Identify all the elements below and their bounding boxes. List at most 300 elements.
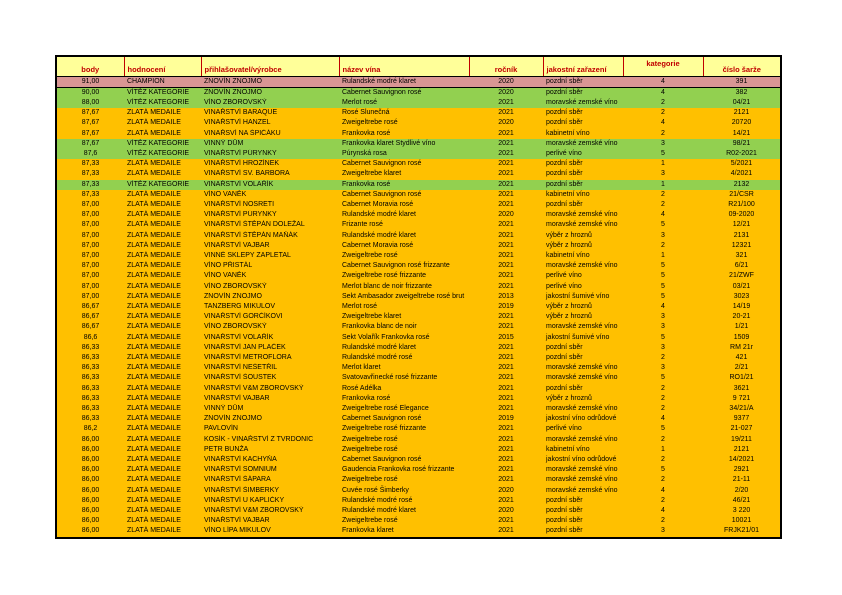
cell-prihlasovatel: VÍNO ZBOROVSKÝ (201, 98, 339, 108)
cell-body: 86,33 (56, 343, 124, 353)
cell-body: 86,2 (56, 424, 124, 434)
cell-prihlasovatel: VINAŘSTVÍ ŠIMBERKY (201, 486, 339, 496)
cell-body: 86,33 (56, 373, 124, 383)
cell-prihlasovatel: ZNOVÍN ZNOJMO (201, 292, 339, 302)
cell-body: 87,00 (56, 241, 124, 251)
cell-kategorie: 2 (623, 435, 703, 445)
cell-hodnoceni: ZLATÁ MEDAILE (124, 302, 201, 312)
table-row (56, 506, 781, 516)
cell-kategorie: 2 (623, 496, 703, 506)
cell-prihlasovatel: VINAŘSTVÍ ŠTĚPÁN DOLEŽAL (201, 220, 339, 230)
cell-body: 87,6 (56, 149, 124, 159)
cell-sarze: 2121 (703, 108, 781, 118)
cell-rocnik: 2021 (469, 200, 543, 210)
cell-kategorie: 3 (623, 363, 703, 373)
cell-rocnik: 2021 (469, 455, 543, 465)
cell-kategorie: 2 (623, 455, 703, 465)
table-row (56, 363, 781, 373)
cell-body: 87,33 (56, 159, 124, 169)
cell-jakost: moravské zemské víno (543, 210, 623, 220)
cell-jakost: pozdní sběr (543, 353, 623, 363)
cell-body: 87,33 (56, 180, 124, 190)
cell-body: 86,00 (56, 455, 124, 465)
cell-sarze: 21/CSR (703, 190, 781, 200)
cell-rocnik: 2020 (469, 87, 543, 98)
cell-sarze: 4/2021 (703, 169, 781, 179)
cell-body: 87,00 (56, 220, 124, 230)
table-row (56, 322, 781, 332)
cell-prihlasovatel: VINAŘSTVÍ VOLAŘÍK (201, 333, 339, 343)
cell-prihlasovatel: PETR BUNŽA (201, 445, 339, 455)
cell-hodnoceni: ZLATÁ MEDAILE (124, 312, 201, 322)
cell-hodnoceni: VÍTĚZ KATEGORIE (124, 180, 201, 190)
cell-kategorie: 1 (623, 251, 703, 261)
cell-hodnoceni: ZLATÁ MEDAILE (124, 506, 201, 516)
cell-hodnoceni: ZLATÁ MEDAILE (124, 526, 201, 537)
cell-hodnoceni: ZLATÁ MEDAILE (124, 394, 201, 404)
cell-body: 86,00 (56, 486, 124, 496)
cell-prihlasovatel: VINAŘSTVÍ V&M ZBOROVSKÝ (201, 384, 339, 394)
cell-nazev: Zweigeltrebe rosé (339, 118, 469, 128)
cell-kategorie: 5 (623, 424, 703, 434)
cell-rocnik: 2021 (469, 353, 543, 363)
cell-sarze: R21/100 (703, 200, 781, 210)
cell-rocnik: 2021 (469, 139, 543, 149)
header-sarze: číslo šarže (703, 56, 781, 76)
cell-jakost: kabinetní víno (543, 251, 623, 261)
cell-kategorie: 2 (623, 516, 703, 526)
cell-sarze: 382 (703, 87, 781, 98)
cell-nazev: Zweigeltrebe klaret (339, 169, 469, 179)
cell-hodnoceni: CHAMPION (124, 76, 201, 87)
cell-body: 86,00 (56, 475, 124, 485)
cell-sarze: 6/21 (703, 261, 781, 271)
cell-sarze: 21/ZWF (703, 271, 781, 281)
cell-nazev: Rulandské modré klaret (339, 76, 469, 87)
cell-body: 87,00 (56, 282, 124, 292)
table-row (56, 251, 781, 261)
cell-sarze: 1509 (703, 333, 781, 343)
table-row (56, 159, 781, 169)
cell-nazev: Merlot blanc de noir frizzante (339, 282, 469, 292)
table-row (56, 516, 781, 526)
cell-sarze: 9377 (703, 414, 781, 424)
cell-prihlasovatel: VINAŘSTVÍ NEŠETŘIL (201, 363, 339, 373)
cell-prihlasovatel: VINAŘSTVÍ GORČÍKOVI (201, 312, 339, 322)
cell-body: 86,00 (56, 506, 124, 516)
cell-body: 86,33 (56, 384, 124, 394)
cell-nazev: Púrynská rosa (339, 149, 469, 159)
cell-jakost: pozdní sběr (543, 76, 623, 87)
cell-nazev: Cabernet Sauvignon rosé frizzante (339, 261, 469, 271)
cell-nazev: Gaudencia Frankovka rosé frizzante (339, 465, 469, 475)
cell-nazev: Frankovka klaret (339, 526, 469, 537)
cell-nazev: Merlot rosé (339, 98, 469, 108)
cell-body: 86,00 (56, 496, 124, 506)
cell-nazev: Rulandské modré klaret (339, 231, 469, 241)
cell-kategorie: 5 (623, 465, 703, 475)
cell-nazev: Frankovka klaret Stydlivé víno (339, 139, 469, 149)
table-row (56, 333, 781, 343)
cell-prihlasovatel: VINAŘSTVÍ VAJBAR (201, 516, 339, 526)
cell-sarze: FRJK21/01 (703, 526, 781, 537)
cell-jakost: jakostní šumivé víno (543, 333, 623, 343)
cell-kategorie: 3 (623, 231, 703, 241)
cell-prihlasovatel: VINAŘSTVÍ VAJBAR (201, 241, 339, 251)
cell-hodnoceni: ZLATÁ MEDAILE (124, 159, 201, 169)
cell-sarze: 98/21 (703, 139, 781, 149)
cell-prihlasovatel: PAVLOVÍN (201, 424, 339, 434)
cell-hodnoceni: ZLATÁ MEDAILE (124, 190, 201, 200)
cell-body: 87,33 (56, 190, 124, 200)
cell-prihlasovatel: VINAŘSTVÍ VOLAŘÍK (201, 180, 339, 190)
cell-rocnik: 2021 (469, 363, 543, 373)
cell-prihlasovatel: VINNÝ DŮM (201, 404, 339, 414)
wine-results-table (55, 55, 782, 539)
cell-rocnik: 2021 (469, 241, 543, 251)
cell-jakost: výběr z hroznů (543, 312, 623, 322)
cell-nazev: Cabernet Sauvignon rosé (339, 159, 469, 169)
table-row (56, 169, 781, 179)
cell-rocnik: 2021 (469, 251, 543, 261)
cell-hodnoceni: ZLATÁ MEDAILE (124, 424, 201, 434)
cell-prihlasovatel: VINAŘSTVÍ JAN PLAČEK (201, 343, 339, 353)
cell-body: 87,00 (56, 231, 124, 241)
cell-nazev: Frankovka rosé (339, 129, 469, 139)
cell-kategorie: 2 (623, 384, 703, 394)
cell-sarze: 9 721 (703, 394, 781, 404)
cell-sarze: 2131 (703, 231, 781, 241)
table-row (56, 475, 781, 485)
table-row (56, 496, 781, 506)
cell-jakost: pozdní sběr (543, 118, 623, 128)
cell-prihlasovatel: KOSÍK - VINAŘSTVÍ Z TVRDONIC (201, 435, 339, 445)
cell-jakost: moravské zemské víno (543, 404, 623, 414)
cell-hodnoceni: ZLATÁ MEDAILE (124, 353, 201, 363)
cell-prihlasovatel: VÍNO ZBOROVSKÝ (201, 282, 339, 292)
cell-nazev: Rulandské modré klaret (339, 343, 469, 353)
cell-sarze: RO1/21 (703, 373, 781, 383)
cell-hodnoceni: ZLATÁ MEDAILE (124, 373, 201, 383)
table-row (56, 414, 781, 424)
cell-nazev: Zweigeltrebe rosé (339, 475, 469, 485)
header-row (56, 56, 781, 76)
cell-prihlasovatel: VINAŘSTVÍ SOMNIUM (201, 465, 339, 475)
cell-rocnik: 2021 (469, 180, 543, 190)
cell-jakost: moravské zemské víno (543, 220, 623, 230)
cell-nazev: Frankovka rosé (339, 394, 469, 404)
cell-body: 87,67 (56, 129, 124, 139)
cell-sarze: 14/21 (703, 129, 781, 139)
table-row (56, 210, 781, 220)
cell-jakost: pozdní sběr (543, 506, 623, 516)
table-row (56, 373, 781, 383)
cell-jakost: kabinetní víno (543, 129, 623, 139)
cell-kategorie: 5 (623, 333, 703, 343)
cell-nazev: Cabernet Sauvignon rosé (339, 414, 469, 424)
cell-nazev: Frankovka blanc de noir (339, 322, 469, 332)
cell-kategorie: 5 (623, 373, 703, 383)
cell-sarze: 21-11 (703, 475, 781, 485)
cell-kategorie: 2 (623, 404, 703, 414)
cell-kategorie: 5 (623, 271, 703, 281)
cell-rocnik: 2021 (469, 373, 543, 383)
table-row (56, 139, 781, 149)
cell-sarze: 3023 (703, 292, 781, 302)
cell-prihlasovatel: VÍNO VANĚK (201, 190, 339, 200)
cell-hodnoceni: ZLATÁ MEDAILE (124, 169, 201, 179)
cell-rocnik: 2021 (469, 108, 543, 118)
cell-body: 86,67 (56, 322, 124, 332)
cell-nazev: Zweigeltrebe klaret (339, 312, 469, 322)
cell-jakost: pozdní sběr (543, 200, 623, 210)
cell-hodnoceni: ZLATÁ MEDAILE (124, 251, 201, 261)
cell-prihlasovatel: VINAŘSTVÍ U KAPLIČKY (201, 496, 339, 506)
cell-nazev: Zweigeltrebe rosé frizzante (339, 424, 469, 434)
table-row (56, 486, 781, 496)
cell-body: 86,33 (56, 414, 124, 424)
cell-hodnoceni: VÍTĚZ KATEGORIE (124, 98, 201, 108)
cell-rocnik: 2015 (469, 333, 543, 343)
cell-rocnik: 2021 (469, 526, 543, 537)
cell-nazev: Cabernet Moravia rosé (339, 200, 469, 210)
table-row (56, 424, 781, 434)
table-row (56, 312, 781, 322)
cell-jakost: moravské zemské víno (543, 475, 623, 485)
cell-sarze: 12321 (703, 241, 781, 251)
cell-hodnoceni: ZLATÁ MEDAILE (124, 496, 201, 506)
cell-rocnik: 2021 (469, 271, 543, 281)
cell-nazev: Cabernet Moravia rosé (339, 241, 469, 251)
cell-rocnik: 2020 (469, 486, 543, 496)
table-row (56, 87, 781, 98)
cell-rocnik: 2021 (469, 159, 543, 169)
cell-prihlasovatel: VÍNO ZBOROVSKÝ (201, 322, 339, 332)
cell-hodnoceni: ZLATÁ MEDAILE (124, 404, 201, 414)
cell-sarze: 321 (703, 251, 781, 261)
cell-prihlasovatel: VINAŘSVÍ NA ŠPIČÁKU (201, 129, 339, 139)
cell-sarze: RM 21r (703, 343, 781, 353)
cell-prihlasovatel: VINAŘSTVÍ ŠOUSTEK (201, 373, 339, 383)
cell-hodnoceni: ZLATÁ MEDAILE (124, 220, 201, 230)
table-body (56, 76, 781, 538)
table-row (56, 129, 781, 139)
cell-hodnoceni: ZLATÁ MEDAILE (124, 108, 201, 118)
cell-prihlasovatel: VINAŘSTVÍ ŠÁPARA (201, 475, 339, 485)
cell-body: 91,00 (56, 76, 124, 87)
cell-kategorie: 1 (623, 445, 703, 455)
cell-rocnik: 2021 (469, 312, 543, 322)
cell-sarze: 21-027 (703, 424, 781, 434)
cell-hodnoceni: ZLATÁ MEDAILE (124, 414, 201, 424)
cell-sarze: 20720 (703, 118, 781, 128)
cell-hodnoceni: ZLATÁ MEDAILE (124, 118, 201, 128)
cell-nazev: Cuvée rosé Šimberky (339, 486, 469, 496)
cell-jakost: výběr z hroznů (543, 241, 623, 251)
cell-nazev: Svatovavřinecké rosé frizzante (339, 373, 469, 383)
cell-hodnoceni: ZLATÁ MEDAILE (124, 241, 201, 251)
cell-kategorie: 4 (623, 414, 703, 424)
cell-prihlasovatel: VINAŘSTVÍ HROZÍNEK (201, 159, 339, 169)
cell-body: 86,67 (56, 312, 124, 322)
cell-hodnoceni: ZLATÁ MEDAILE (124, 231, 201, 241)
cell-sarze: 03/21 (703, 282, 781, 292)
cell-jakost: moravské zemské víno (543, 363, 623, 373)
cell-sarze: 3621 (703, 384, 781, 394)
cell-nazev: Rulandské modré klaret (339, 210, 469, 220)
cell-nazev: Merlot klaret (339, 363, 469, 373)
table-row (56, 282, 781, 292)
cell-prihlasovatel: TANZBERG MIKULOV (201, 302, 339, 312)
cell-jakost: pozdní sběr (543, 516, 623, 526)
cell-nazev: Sekt Ambasador zweigeltrebe rosé brut (339, 292, 469, 302)
cell-hodnoceni: ZLATÁ MEDAILE (124, 292, 201, 302)
cell-nazev: Cabernet Sauvignon rosé (339, 87, 469, 98)
cell-hodnoceni: ZLATÁ MEDAILE (124, 129, 201, 139)
cell-rocnik: 2021 (469, 516, 543, 526)
header-nazev: název vína (339, 56, 469, 76)
cell-kategorie: 3 (623, 312, 703, 322)
cell-nazev: Frizante rosé (339, 220, 469, 230)
table-row (56, 343, 781, 353)
cell-prihlasovatel: VINNÉ SKLEPY ZAPLETAL (201, 251, 339, 261)
cell-rocnik: 2021 (469, 445, 543, 455)
cell-prihlasovatel: ZNOVÍN ZNOJMO (201, 76, 339, 87)
cell-prihlasovatel: VÍNO LÍPA MIKULOV (201, 526, 339, 537)
cell-kategorie: 3 (623, 322, 703, 332)
cell-kategorie: 1 (623, 159, 703, 169)
cell-hodnoceni: ZLATÁ MEDAILE (124, 200, 201, 210)
cell-jakost: perlivé víno (543, 271, 623, 281)
cell-kategorie: 5 (623, 282, 703, 292)
cell-kategorie: 4 (623, 302, 703, 312)
cell-rocnik: 2021 (469, 149, 543, 159)
cell-jakost: výběr z hroznů (543, 394, 623, 404)
cell-body: 86,33 (56, 363, 124, 373)
cell-rocnik: 2021 (469, 169, 543, 179)
cell-jakost: jakostní šumivé víno (543, 292, 623, 302)
table-row (56, 241, 781, 251)
cell-prihlasovatel: VINAŘSTVÍ BARAQUE (201, 108, 339, 118)
cell-sarze: 2/21 (703, 363, 781, 373)
cell-jakost: pozdní sběr (543, 180, 623, 190)
table-row (56, 302, 781, 312)
cell-hodnoceni: ZLATÁ MEDAILE (124, 475, 201, 485)
cell-kategorie: 4 (623, 76, 703, 87)
cell-kategorie: 4 (623, 118, 703, 128)
cell-sarze: 04/21 (703, 98, 781, 108)
table-row (56, 231, 781, 241)
cell-nazev: Cabernet Sauvignon rosé (339, 455, 469, 465)
cell-rocnik: 2021 (469, 435, 543, 445)
cell-body: 86,00 (56, 526, 124, 537)
cell-kategorie: 5 (623, 220, 703, 230)
cell-body: 87,00 (56, 251, 124, 261)
cell-kategorie: 5 (623, 261, 703, 271)
cell-sarze: 14/19 (703, 302, 781, 312)
cell-rocnik: 2021 (469, 220, 543, 230)
header-kategorie: kategorie (623, 56, 703, 76)
cell-body: 87,00 (56, 261, 124, 271)
cell-prihlasovatel: VÍNO VANĚK (201, 271, 339, 281)
table-row (56, 445, 781, 455)
table-row (56, 108, 781, 118)
cell-prihlasovatel: VINAŘSTVÍ NOSRETI (201, 200, 339, 210)
cell-jakost: perlivé víno (543, 282, 623, 292)
cell-sarze: 10021 (703, 516, 781, 526)
cell-rocnik: 2021 (469, 394, 543, 404)
cell-sarze: 3 220 (703, 506, 781, 516)
cell-nazev: Rosé Slunečná (339, 108, 469, 118)
cell-jakost: pozdní sběr (543, 343, 623, 353)
cell-nazev: Sekt Volařík Frankovka rosé (339, 333, 469, 343)
cell-kategorie: 5 (623, 292, 703, 302)
cell-rocnik: 2013 (469, 292, 543, 302)
cell-prihlasovatel: VINAŘSTVÍ VAJBAR (201, 394, 339, 404)
header-jakost: jakostní zařazení (543, 56, 623, 76)
cell-hodnoceni: ZLATÁ MEDAILE (124, 465, 201, 475)
table-row (56, 200, 781, 210)
cell-rocnik: 2020 (469, 76, 543, 87)
cell-sarze: 2/20 (703, 486, 781, 496)
cell-body: 87,67 (56, 118, 124, 128)
cell-nazev: Merlot rosé (339, 302, 469, 312)
cell-body: 87,00 (56, 292, 124, 302)
header-prihlasovatel: přihlašovatel/výrobce (201, 56, 339, 76)
cell-prihlasovatel: VINAŘSTVÍ KACHYŇA (201, 455, 339, 465)
table-row (56, 271, 781, 281)
table-header (56, 56, 781, 76)
cell-rocnik: 2019 (469, 414, 543, 424)
cell-nazev: Zweigeltrebe rosé (339, 516, 469, 526)
cell-kategorie: 2 (623, 394, 703, 404)
cell-kategorie: 3 (623, 139, 703, 149)
cell-prihlasovatel: VINAŘSTVÍ METROFLORA (201, 353, 339, 363)
cell-rocnik: 2021 (469, 282, 543, 292)
cell-rocnik: 2021 (469, 322, 543, 332)
table-row (56, 149, 781, 159)
cell-body: 86,00 (56, 435, 124, 445)
cell-jakost: jakostní víno odrůdové (543, 414, 623, 424)
cell-body: 90,00 (56, 87, 124, 98)
cell-kategorie: 2 (623, 98, 703, 108)
cell-nazev: Zweigeltrebe rosé (339, 435, 469, 445)
cell-jakost: moravské zemské víno (543, 465, 623, 475)
table-row (56, 98, 781, 108)
cell-rocnik: 2021 (469, 475, 543, 485)
cell-prihlasovatel: VINAŘSTVÍ PÚRYNKY (201, 210, 339, 220)
cell-nazev: Rulandské modré rosé (339, 496, 469, 506)
cell-body: 88,00 (56, 98, 124, 108)
table-row (56, 394, 781, 404)
cell-rocnik: 2021 (469, 190, 543, 200)
cell-kategorie: 1 (623, 180, 703, 190)
cell-nazev: Zweigeltrebe rosé Elegance (339, 404, 469, 414)
table-row (56, 118, 781, 128)
cell-prihlasovatel: VINAŘSTVÍ V&M ZBOROVSKÝ (201, 506, 339, 516)
cell-hodnoceni: VÍTĚZ KATEGORIE (124, 87, 201, 98)
cell-kategorie: 4 (623, 506, 703, 516)
cell-sarze: 2132 (703, 180, 781, 190)
cell-jakost: pozdní sběr (543, 526, 623, 537)
cell-body: 87,67 (56, 108, 124, 118)
cell-hodnoceni: VÍTĚZ KATEGORIE (124, 139, 201, 149)
cell-prihlasovatel: ZNOVÍN ZNOJMO (201, 414, 339, 424)
cell-sarze: 12/21 (703, 220, 781, 230)
cell-sarze: 2921 (703, 465, 781, 475)
cell-hodnoceni: ZLATÁ MEDAILE (124, 486, 201, 496)
cell-body: 86,33 (56, 394, 124, 404)
